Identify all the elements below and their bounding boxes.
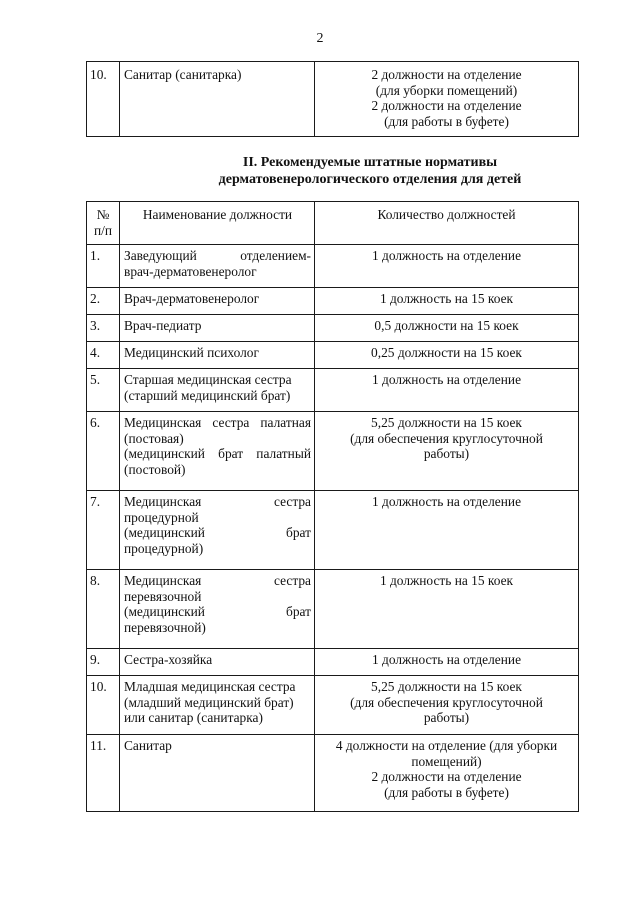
- staff-norms-table: [86, 201, 579, 812]
- position-name-line: (старший медицинский брат): [124, 387, 291, 403]
- position-name-line: Медицинская сестра: [124, 573, 311, 588]
- quantity-line: 5,25 должности на 15 коек: [371, 679, 522, 694]
- position-name-line: процедурной): [124, 540, 204, 556]
- quantity-line: 2 должности на отделение: [371, 67, 522, 82]
- row-number: 4.: [87, 342, 120, 369]
- table-row: [87, 342, 579, 369]
- row-number: 3.: [87, 315, 120, 342]
- table-row: [87, 315, 579, 342]
- position-name: [120, 315, 315, 342]
- position-name-line: перевязочной: [124, 588, 202, 604]
- position-name-line: (постовой): [124, 461, 186, 477]
- position-name-line: Медицинская сестра: [124, 494, 311, 509]
- row-number: 8.: [87, 570, 120, 649]
- position-quantity: [315, 62, 579, 137]
- row-number: 10.: [87, 676, 120, 735]
- row-number: 1.: [87, 245, 120, 288]
- position-name-line: (медицинский брат: [124, 604, 311, 619]
- position-name: [120, 676, 315, 735]
- quantity-line: 0,5 должности на 15 коек: [374, 318, 519, 333]
- section-title-line: II. Рекомендуемые штатные нормативы: [242, 155, 498, 170]
- position-name: [120, 369, 315, 412]
- quantity-line: (для уборки помещений): [375, 82, 518, 98]
- header-position-name: Наименование должности: [120, 202, 315, 245]
- position-name-line: Младшая медицинская сестра: [124, 679, 296, 694]
- position-name-line: (медицинский брат: [124, 525, 311, 540]
- position-quantity: [315, 570, 579, 649]
- position-quantity: [315, 649, 579, 676]
- quantity-line: 0,25 должности на 15 коек: [371, 345, 522, 360]
- table-row: [87, 570, 579, 649]
- table-row: [87, 245, 579, 288]
- table-row: [87, 491, 579, 570]
- table-body: [87, 245, 579, 812]
- table-row: [87, 735, 579, 812]
- quantity-line: 1 должность на отделение: [371, 372, 522, 387]
- quantity-line: (для обеспечения круглосуточной: [350, 694, 543, 710]
- position-name-line: Врач-педиатр: [124, 318, 202, 333]
- quantity-line: (для обеспечения круглосуточной: [350, 430, 543, 446]
- row-number: 2.: [87, 288, 120, 315]
- quantity-line: 1 должность на отделение: [371, 652, 522, 667]
- quantity-line: работы): [423, 446, 470, 461]
- position-quantity: [315, 412, 579, 491]
- top-staff-table: [86, 61, 579, 137]
- position-quantity: [315, 315, 579, 342]
- position-name-line: процедурной: [124, 509, 199, 525]
- quantity-line: 5,25 должности на 15 коек: [371, 415, 522, 430]
- table-row: [87, 62, 579, 137]
- quantity-line: помещений): [411, 753, 482, 769]
- quantity-line: (для работы в буфете): [384, 784, 509, 800]
- position-name: [120, 288, 315, 315]
- table-row: [87, 369, 579, 412]
- table-row: [87, 288, 579, 315]
- quantity-line: 1 должность на отделение: [371, 248, 522, 263]
- position-quantity: [315, 676, 579, 735]
- table-header-row: [87, 202, 579, 245]
- row-number: 6.: [87, 412, 120, 491]
- position-name: [120, 649, 315, 676]
- position-name-line: перевязочной): [124, 619, 206, 635]
- row-number: 11.: [87, 735, 120, 812]
- quantity-line: 4 должности на отделение (для уборки: [335, 738, 558, 753]
- position-quantity: [315, 288, 579, 315]
- position-name: [120, 245, 315, 288]
- quantity-line: 1 должность на отделение: [371, 494, 522, 509]
- page-number: 2: [316, 31, 324, 46]
- position-name: [120, 342, 315, 369]
- header-number: [87, 202, 120, 245]
- position-name-line: (медицинский брат палатный: [124, 446, 311, 461]
- position-quantity: [315, 245, 579, 288]
- row-number: 7.: [87, 491, 120, 570]
- quantity-line: 1 должность на 15 коек: [379, 573, 514, 588]
- header-number-line: п/п: [93, 222, 113, 238]
- position-quantity: [315, 735, 579, 812]
- position-name-line: Санитар: [124, 738, 172, 753]
- position-quantity: [315, 369, 579, 412]
- section-title-line: дерматовенерологического отделения для детей: [218, 172, 522, 187]
- row-number: 5.: [87, 369, 120, 412]
- position-quantity: [315, 342, 579, 369]
- quantity-line: работы): [423, 710, 470, 725]
- position-name: [120, 735, 315, 812]
- position-name-line: или санитар (санитарка): [124, 710, 263, 725]
- position-name-line: Заведующий отделением-: [124, 248, 311, 263]
- position-name-line: Сестра-хозяйка: [124, 652, 213, 667]
- quantity-line: 2 должности на отделение: [371, 98, 522, 113]
- header-quantity: Количество должностей: [315, 202, 579, 245]
- position-name: Санитар (санитарка): [120, 62, 315, 137]
- position-name-line: (постовая): [124, 430, 184, 446]
- header-number-line: №: [96, 207, 110, 222]
- position-name-line: врач-дерматовенеролог: [124, 263, 257, 279]
- position-name-line: Старшая медицинская сестра: [124, 372, 292, 387]
- table-row: [87, 412, 579, 491]
- position-quantity: [315, 491, 579, 570]
- quantity-line: 2 должности на отделение: [371, 769, 522, 784]
- position-name-line: Медицинская сестра палатная: [124, 415, 311, 430]
- quantity-line: 1 должность на 15 коек: [379, 291, 514, 306]
- position-name-line: (младший медицинский брат): [124, 694, 294, 710]
- position-name: [120, 491, 315, 570]
- position-name-line: Врач-дерматовенеролог: [124, 291, 260, 306]
- row-number: 9.: [87, 649, 120, 676]
- table-row: [87, 649, 579, 676]
- position-name: [120, 570, 315, 649]
- quantity-line: (для работы в буфете): [384, 113, 509, 129]
- position-name: [120, 412, 315, 491]
- row-number: 10.: [87, 62, 120, 137]
- section-title: [150, 154, 590, 188]
- position-name-line: Медицинский психолог: [124, 345, 259, 360]
- table-row: [87, 676, 579, 735]
